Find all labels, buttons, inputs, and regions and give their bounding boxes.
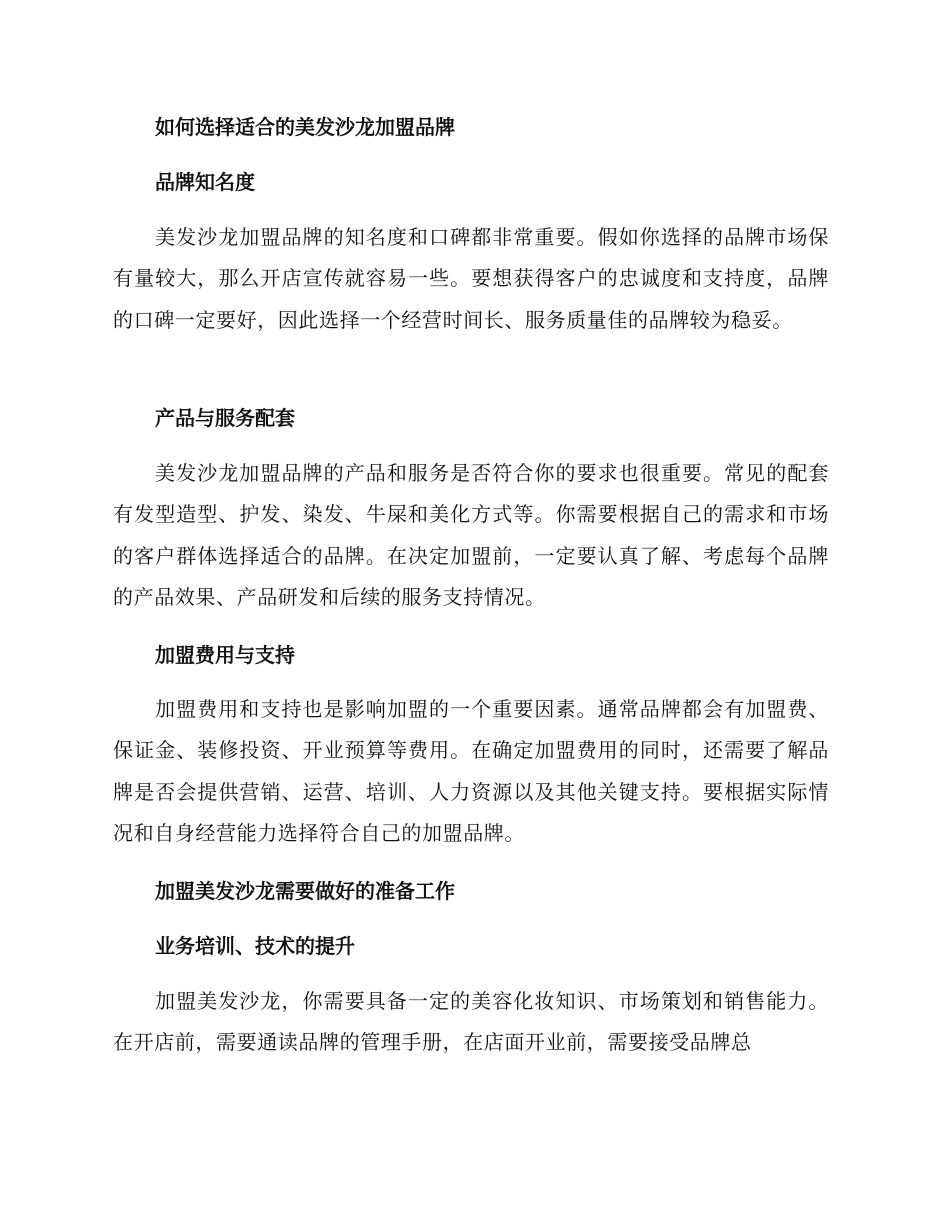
subheading-fees-support: 加盟费用与支持 [155,643,295,667]
subheading-brand-awareness: 品牌知名度 [155,170,255,194]
paragraph-products-services: 美发沙龙加盟品牌的产品和服务是否符合你的要求也很重要。常见的配套有发型造型、护发、染发、牛屎和美化方式等。你需要根据自己的需求和市场的客户群体选择适合的品牌。在决定加盟前，一定要认真了解、考虑每个品牌的产品效果、产品研发和后续的服务支持情况。 [113,461,829,609]
subheading-products-services: 产品与服务配套 [155,406,295,430]
paragraph-fees-support: 加盟费用和支持也是影响加盟的一个重要因素。通常品牌都会有加盟费、保证金、装修投资、开业预算等费用。在确定加盟费用的同时，还需要了解品牌是否会提供营销、运营、培训、人力资源以及其他关键支持。要根据实际情况和自身经营能力选择符合自己的加盟品牌。 [113,697,829,845]
section-heading-preparation: 加盟美发沙龙需要做好的准备工作 [155,879,455,903]
subheading-training-skills: 业务培训、技术的提升 [155,934,355,958]
section-heading-choose-brand: 如何选择适合的美发沙龙加盟品牌 [155,115,455,139]
paragraph-training-skills: 加盟美发沙龙，你需要具备一定的美容化妆知识、市场策划和销售能力。在开店前，需要通读品牌的管理手册，在店面开业前，需要接受品牌总 [113,989,829,1055]
paragraph-brand-awareness: 美发沙龙加盟品牌的知名度和口碑都非常重要。假如你选择的品牌市场保有量较大，那么开店宣传就容易一些。要想获得客户的忠诚度和支持度，品牌的口碑一定要好，因此选择一个经营时间长、服务质量佳的品牌较为稳妥。 [113,225,829,332]
